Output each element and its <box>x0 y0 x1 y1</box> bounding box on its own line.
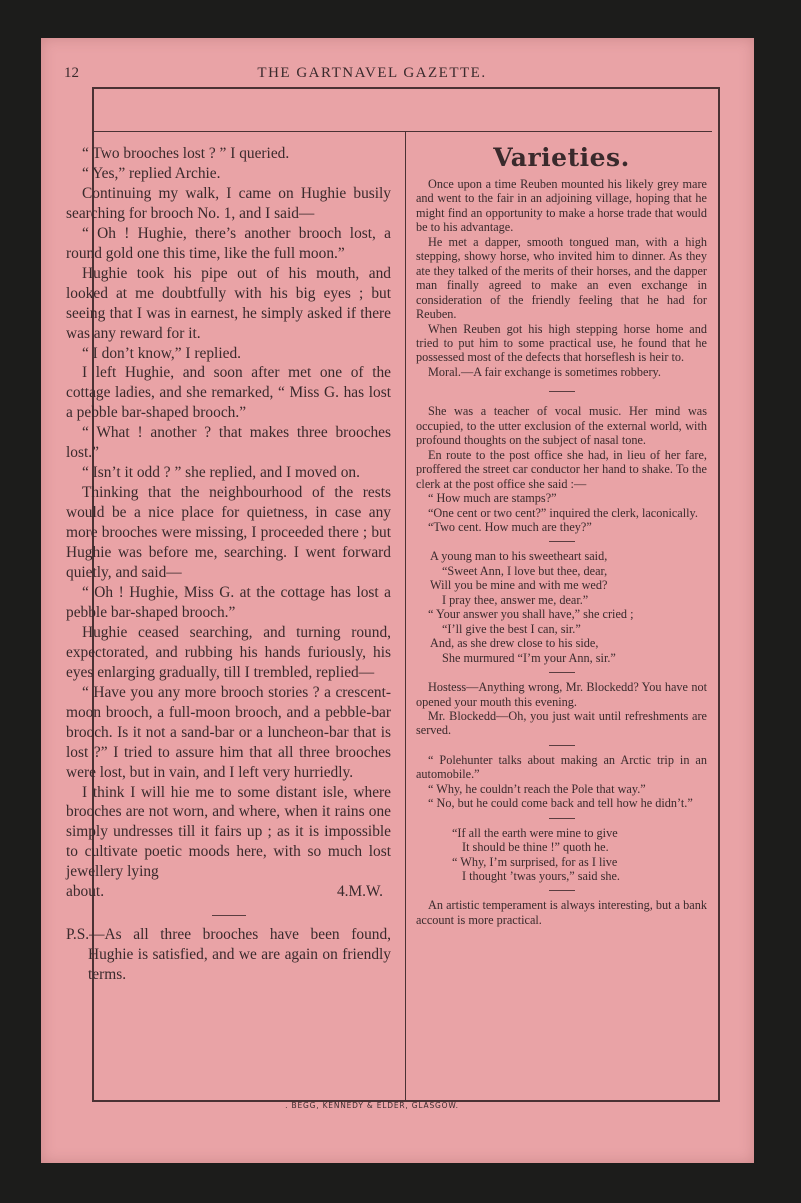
paragraph: I think I will hie me to some distant isle, where brooches are not worn, and where, when it rains one simply undresses till it fairs up ; as it is impossible to cultivate poetic moods here, with so much lost jewellery lying <box>66 783 391 881</box>
section-divider <box>212 915 246 916</box>
section-divider <box>549 818 575 819</box>
paragraph: “ Oh ! Hughie, Miss G. at the cottage has lost a pebble bar-shaped brooch.” <box>66 583 391 621</box>
section-divider <box>549 672 575 673</box>
paragraph: “One cent or two cent?” inquired the clerk, laconically. <box>428 505 698 520</box>
paragraph: She was a teacher of vocal music. Her mind was occupied, to the utter exclusion of the external world, with profound thoughts on the subject of nasal tone. <box>416 404 707 448</box>
paragraph: En route to the post office she had, in lieu of her fare, proffered the street car conductor her hand to shake. To the clerk at the post office she said :— <box>416 447 707 491</box>
author-signature: 4.M.W. <box>336 883 383 901</box>
paragraph: “ How much are stamps?” <box>428 491 557 506</box>
left-column <box>66 144 391 985</box>
poem-line: “I’ll give the best I can, sir.” <box>442 621 581 636</box>
paragraph: An artistic temperament is always interesting, but a bank account is more practical. <box>416 898 707 927</box>
poem-line: She murmured “I’m your Ann, sir.” <box>442 650 616 665</box>
paragraph: Mr. Blockedd—Oh, you just wait until refreshments are served. <box>416 708 707 738</box>
paragraph: Hostess—Anything wrong, Mr. Blockedd? You have not opened your mouth this evening. <box>416 680 707 709</box>
sign-word: about. <box>66 883 105 901</box>
poem-line: “ Why, I’m surprised, for as I live <box>452 854 618 869</box>
paragraph: He met a dapper, smooth tongued man, with a high stepping, showy horse, who invited him to dinner. As they ate they talked of the merits of their horses, and the dapper man finally agreed to make an even exchange in consideration of the friendly feeling that he had for Reuben. <box>416 234 707 322</box>
poem-line: And, as she drew close to his side, <box>430 636 599 651</box>
section-divider <box>549 745 575 746</box>
section-divider <box>549 391 575 392</box>
poem-line: “If all the earth were mine to give <box>452 825 618 840</box>
publication-title: THE GARTNAVEL GAZETTE. <box>257 65 487 81</box>
frame-right-rule <box>718 87 720 1102</box>
paragraph: Continuing my walk, I came on Hughie busily searching for brooch No. 1, and I said— <box>66 184 391 222</box>
paragraph: “ No, but he could come back and tell how he didn’t.” <box>428 796 693 811</box>
paragraph: “ Two brooches lost ? ” I queried. <box>82 145 290 162</box>
paragraph: When Reuben got his high stepping horse home and tried to put him to some practical use, he found that he possessed most of the defects that horseflesh is heir to. <box>416 321 707 365</box>
page-number: 12 <box>64 65 79 81</box>
paragraph: “ Oh ! Hughie, there’s another brooch lost, a round gold one this time, like the full moon.” <box>66 224 391 262</box>
paragraph: “Two cent. How much are they?” <box>428 519 592 534</box>
header-rule <box>92 131 712 132</box>
page-header <box>52 63 692 85</box>
section-divider <box>549 890 575 891</box>
frame-top-rule <box>92 87 720 89</box>
right-column <box>416 142 707 927</box>
paragraph: Once upon a time Reuben mounted his likely grey mare and went to the fair in an adjoining village, hoping that he might find an opportunity to make a horse trade that would be to his advantage. <box>416 177 707 235</box>
section-heading: Varieties. <box>493 143 630 172</box>
paragraph: “ Polehunter talks about making an Arctic trip in an automobile.” <box>416 752 707 782</box>
paragraph: Moral.—A fair exchange is sometimes robbery. <box>428 364 661 379</box>
printer-imprint: . BEGG, KENNEDY & ELDER, GLASGOW. <box>285 1101 459 1110</box>
poem-line: I thought ’twas yours,” said she. <box>462 869 620 884</box>
paragraph: I left Hughie, and soon after met one of the cottage ladies, and she remarked, “ Miss G. has lost a pebble bar-shaped brooch.” <box>66 364 391 422</box>
paragraph: “ Have you any more brooch stories ? a crescent-moon brooch, a full-moon brooch, and a pebble-bar brooch. Is it not a sand-bar or a luncheon-bar that is lost ?” I tried to assure him that all three brooches were lost, but in vain, and I left very hurriedly. <box>66 683 391 781</box>
poem-line: It should be thine !” quoth he. <box>462 840 609 855</box>
paragraph: Hughie took his pipe out of his mouth, and looked at me doubtfully with his big eyes ; but seeing that I was in earnest, he simply asked if there was any reward for it. <box>66 264 391 342</box>
paragraph: Hughie ceased searching, and turning round, expectorated, and rubbing his hands furiously, his eyes enlarging gradually, till I trembled, replied— <box>66 623 391 681</box>
signature-line <box>66 882 391 902</box>
paragraph: “ Yes,” replied Archie. <box>82 164 221 182</box>
poem-line: “ Your answer you shall have,” she cried ; <box>428 607 634 622</box>
poem-line: I pray thee, answer me, dear.” <box>442 592 589 607</box>
poem-line: “Sweet Ann, I love but thee, dear, <box>442 563 608 578</box>
paragraph: “ I don’t know,” I replied. <box>82 344 241 362</box>
section-divider <box>549 541 575 542</box>
paragraph: “ What ! another ? that makes three brooches lost.” <box>66 424 391 462</box>
column-divider <box>405 132 406 1100</box>
poem-line: A young man to his sweetheart said, <box>430 549 608 564</box>
poem-line: Will you be mine and with me wed? <box>430 578 608 593</box>
postscript: P.S.—As all three brooches have been found, Hughie is satisfied, and we are again on friendly terms. <box>66 926 391 984</box>
paragraph: Thinking that the neighbourhood of the rests would be a nice place for quietness, in case any more brooches were missing, I proceeded there ; but Hughie was before me, searching. I went forward quietly, and said— <box>66 484 391 582</box>
paragraph: “ Isn’t it odd ? ” she replied, and I moved on. <box>82 464 360 482</box>
paragraph: “ Why, he couldn’t reach the Pole that way.” <box>428 781 646 796</box>
